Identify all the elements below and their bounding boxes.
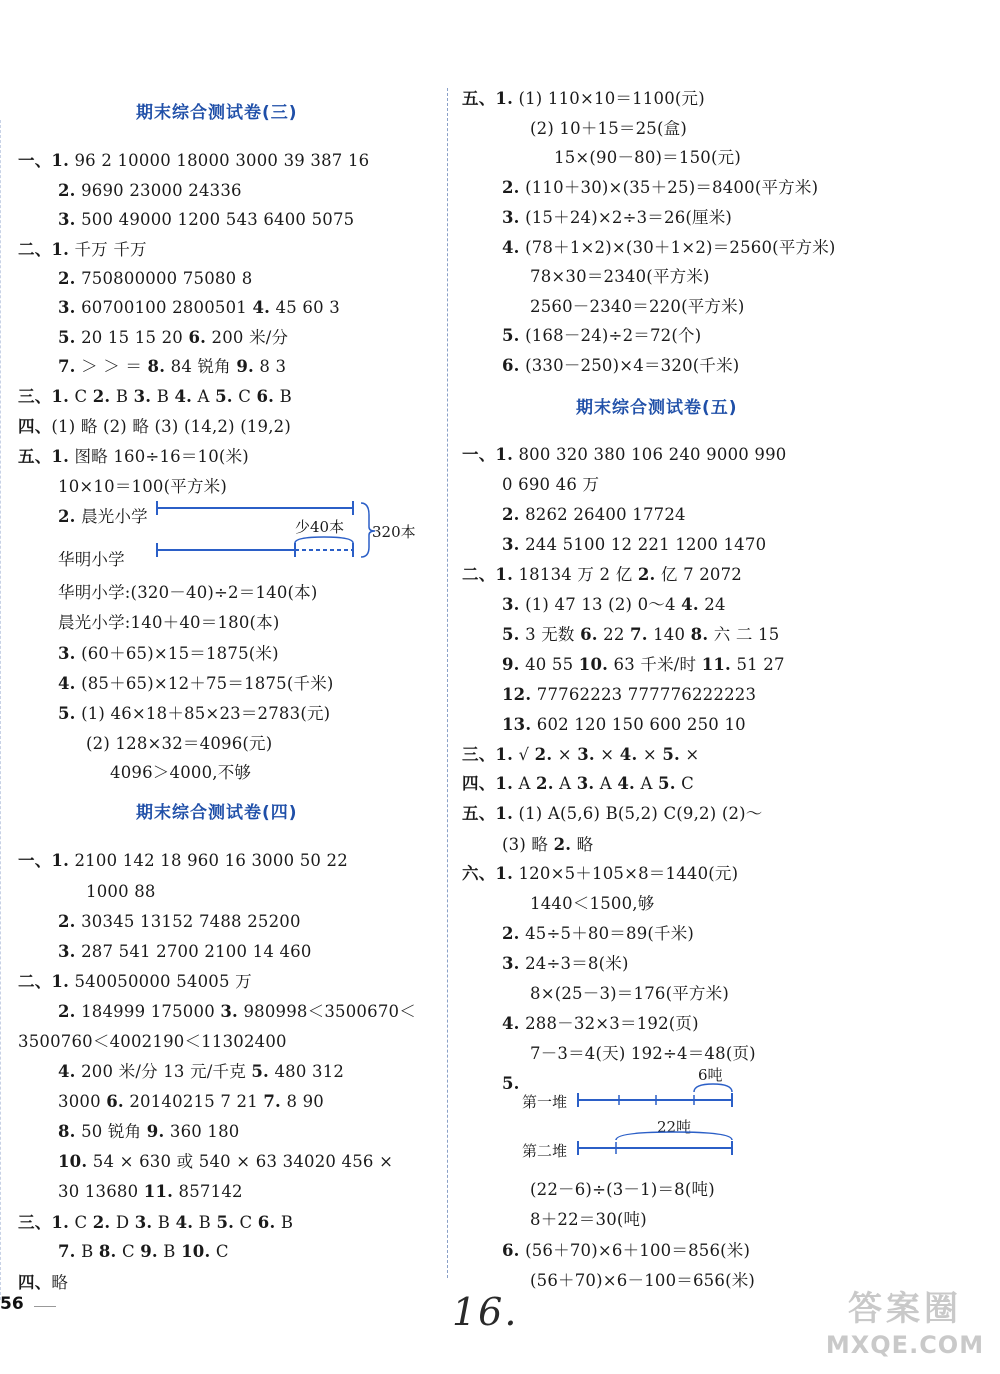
answer-line <box>502 923 694 945</box>
question-number: 二、1. <box>18 240 70 259</box>
answer-text: (1) 46×18＋85×23＝2783(元) <box>75 704 331 723</box>
question-number: 3. <box>58 210 76 229</box>
question-number: 7. <box>58 357 76 376</box>
question-number: 4. <box>175 1213 194 1232</box>
question-number: 3. <box>58 942 76 961</box>
page-number: 56 <box>0 1294 24 1314</box>
answer-text: 51 27 <box>731 655 785 674</box>
answer-text: 40 55 <box>519 655 579 674</box>
answer-text: C <box>69 1213 93 1232</box>
answer-text: 24÷3＝8(米) <box>519 954 629 973</box>
answer-line <box>18 850 348 872</box>
question-number: 三、1. <box>18 1213 70 1232</box>
question-number: 2. <box>58 1002 76 1021</box>
question-number: 5. <box>502 625 520 644</box>
question-number: 五、1. <box>18 447 70 466</box>
question-number: 4. <box>681 595 699 614</box>
question-number: 3. <box>502 208 520 227</box>
answer-line <box>18 416 291 438</box>
answer-line <box>554 147 741 169</box>
question-number: 8. <box>147 357 166 376</box>
question-number: 2. <box>553 835 572 854</box>
answer-text: 7－3＝4(天) 192÷4＝48(页) <box>530 1044 756 1063</box>
answer-line <box>18 150 369 172</box>
answer-line <box>58 506 148 528</box>
answer-text: B <box>110 387 134 406</box>
question-number: 4. <box>502 1014 520 1033</box>
answer-text: × <box>679 745 700 764</box>
answer-line <box>530 266 710 288</box>
answer-text: 晨光小学:140＋40＝180(本) <box>58 613 280 632</box>
question-number: 6. <box>580 625 598 644</box>
diagram-pile2-label: 第二堆 <box>522 1142 568 1160</box>
answer-line <box>110 762 251 784</box>
answer-text: 500 49000 1200 543 6400 5075 <box>75 210 355 229</box>
answer-text: 60700100 2800501 <box>75 298 253 317</box>
answer-line <box>462 773 694 795</box>
question-number: 11. <box>143 1182 174 1201</box>
question-number: 6. <box>106 1092 124 1111</box>
answer-line <box>58 673 334 695</box>
answer-line <box>502 654 785 676</box>
answer-line <box>502 594 726 616</box>
answer-line <box>58 1121 240 1143</box>
question-number: 二、1. <box>462 565 514 584</box>
answer-text: 800 320 380 106 240 9000 990 <box>513 445 787 464</box>
answer-text: 略 <box>571 835 594 854</box>
question-number: 9. <box>146 1122 165 1141</box>
site-watermark <box>820 1286 990 1370</box>
answer-text: D <box>110 1213 135 1232</box>
answer-text: (60＋65)×15＝1875(米) <box>75 644 279 663</box>
answer-line <box>502 684 756 706</box>
answer-text: C <box>210 1242 229 1261</box>
answer-text: 20140215 7 21 <box>123 1092 264 1111</box>
question-number: 8. <box>690 625 709 644</box>
answer-text: 15×(90－80)＝150(元) <box>554 148 741 167</box>
answer-line <box>502 834 593 856</box>
question-number: 2. <box>502 505 520 524</box>
diagram-6t-label: 6吨 <box>698 1066 723 1084</box>
answer-text: 图略 160÷16＝10(米) <box>69 447 249 466</box>
answer-text: 2560－2340＝220(平方米) <box>530 297 745 316</box>
answer-line <box>462 744 699 766</box>
question-number: 6. <box>502 356 520 375</box>
answer-text: 54 × 630 或 540 × 63 34020 456 × <box>87 1152 394 1171</box>
question-number: 一、1. <box>462 445 514 464</box>
answer-text: 30345 13152 7488 25200 <box>75 912 301 931</box>
answer-text: 78×30＝2340(平方米) <box>530 267 710 286</box>
answer-line <box>530 893 654 915</box>
answer-text: 8×(25－3)＝176(平方米) <box>530 984 729 1003</box>
answer-line <box>58 549 125 571</box>
question-number: 4. <box>617 774 635 793</box>
answer-line <box>18 1272 68 1294</box>
answer-text: × <box>637 745 663 764</box>
answer-text: (2) 128×32＝4096(元) <box>86 734 273 753</box>
six-ton-brace <box>694 1084 732 1092</box>
answer-line <box>18 386 292 408</box>
question-number: 7. <box>58 1242 76 1261</box>
diagram-total-320-label: 320本 <box>372 523 416 541</box>
answer-text: 140 <box>647 625 691 644</box>
answer-line <box>462 863 738 885</box>
answer-line <box>530 1043 756 1065</box>
question-number: 4. <box>58 1062 76 1081</box>
answer-line <box>462 803 763 825</box>
answer-text: 1000 88 <box>86 882 156 901</box>
page-number-rule <box>34 1306 56 1307</box>
question-number: 2. <box>58 507 76 526</box>
answer-line <box>18 239 147 261</box>
question-number: 5. <box>502 326 520 345</box>
answer-text: 六 二 15 <box>708 625 780 644</box>
answer-text: 千万 千万 <box>69 240 147 259</box>
answer-line <box>502 207 732 229</box>
answer-text: (22－6)÷(3－1)＝8(吨) <box>530 1180 715 1199</box>
answer-line <box>530 118 687 140</box>
answer-text: (78＋1×2)×(30＋1×2)＝2560(平方米) <box>519 238 836 257</box>
section-title-4: 期末综合测试卷(四) <box>136 803 298 823</box>
watermark-chinese: 答案圈 <box>848 1289 962 1329</box>
answer-line <box>18 1031 287 1053</box>
question-number: 5. <box>662 745 680 764</box>
answer-text: 287 541 2700 2100 14 460 <box>75 942 312 961</box>
answer-text: (2) 10＋15＝25(盒) <box>530 119 687 138</box>
answer-line <box>18 446 249 468</box>
answer-text: 45÷5＋80＝89(千米) <box>519 924 695 943</box>
answer-line <box>462 444 787 466</box>
answer-text: B <box>275 1213 294 1232</box>
answer-line <box>58 1061 344 1083</box>
answer-text: B <box>75 1242 99 1261</box>
question-number: 2. <box>502 178 520 197</box>
answer-line <box>502 325 701 347</box>
answer-line <box>502 1013 699 1035</box>
question-number: 2. <box>92 387 111 406</box>
left-margin-rail <box>0 120 1 1300</box>
question-number: 5. <box>216 1213 235 1232</box>
answer-line <box>18 1212 293 1234</box>
question-number: 2. <box>502 924 520 943</box>
question-number: 2. <box>58 912 76 931</box>
answer-line <box>58 941 312 963</box>
answer-text: 24 <box>698 595 726 614</box>
answer-text: 63 千米/时 <box>608 655 702 674</box>
question-number: 2. <box>58 269 76 288</box>
answer-line <box>502 237 836 259</box>
question-number: 3. <box>576 774 595 793</box>
answer-text: 22 <box>597 625 631 644</box>
question-number: 二、1. <box>18 972 70 991</box>
question-number: 2. <box>637 565 656 584</box>
question-number: 7. <box>630 625 648 644</box>
question-number: 6. <box>188 328 207 347</box>
answer-text: 45 60 3 <box>270 298 340 317</box>
answer-text: (1) 47 13 (2) 0～4 <box>519 595 682 614</box>
answer-text: A <box>553 774 577 793</box>
question-number: 13. <box>502 715 532 734</box>
question-number: 四、 <box>18 417 52 436</box>
question-number: 6. <box>256 387 275 406</box>
answer-text: 857142 <box>173 1182 243 1201</box>
answer-text: 84 锐角 <box>165 357 237 376</box>
question-number: 一、1. <box>18 151 70 170</box>
question-number: 11. <box>701 655 731 674</box>
answer-line <box>58 1181 243 1203</box>
section-title-5: 期末综合测试卷(五) <box>576 398 738 418</box>
question-number: 3. <box>502 954 520 973</box>
answer-text: (110＋30)×(35＋25)＝8400(平方米) <box>519 178 819 197</box>
answer-text: 8 90 <box>281 1092 324 1111</box>
question-number: 9. <box>502 655 520 674</box>
answer-line <box>530 1270 755 1292</box>
answer-line <box>58 209 354 231</box>
answer-line <box>58 1241 229 1263</box>
answer-text: 华明小学 <box>58 550 125 569</box>
answer-text: ＞ ＞ ＝ <box>75 357 148 376</box>
answer-line <box>502 953 629 975</box>
question-number: 3. <box>58 644 76 663</box>
question-number: 3. <box>58 298 76 317</box>
answer-line <box>58 268 252 290</box>
answer-text: 980998＜3500670＜ <box>238 1002 416 1021</box>
answer-text: (1) A(5,6) B(5,2) C(9,2) (2)～ <box>513 804 763 823</box>
answer-line <box>502 1073 520 1095</box>
question-number: 4. <box>252 298 271 317</box>
question-number: 9. <box>236 357 254 376</box>
question-number: 9. <box>140 1242 158 1261</box>
answer-line <box>502 714 746 736</box>
answer-text: 750800000 75080 8 <box>75 269 253 288</box>
answer-text: 8262 26400 17724 <box>519 505 686 524</box>
answer-text: (85＋65)×12＋75＝1875(千米) <box>75 674 334 693</box>
answer-line <box>58 327 288 349</box>
answer-line <box>462 564 742 586</box>
answer-text: (1) 110×10＝1100(元) <box>513 89 705 108</box>
answer-line <box>502 624 779 646</box>
question-number: 7. <box>263 1092 281 1111</box>
answer-text: 120×5＋105×8＝1440(元) <box>513 864 739 883</box>
answer-text: A <box>635 774 659 793</box>
answer-text: 4096＞4000,不够 <box>110 763 252 782</box>
answer-text: × <box>594 745 620 764</box>
answer-text: 亿 7 2072 <box>655 565 743 584</box>
question-number: 4. <box>619 745 638 764</box>
answer-text: B <box>193 1213 217 1232</box>
answer-line <box>58 911 301 933</box>
question-number: 6. <box>257 1213 276 1232</box>
question-number: 4. <box>174 387 193 406</box>
question-number: 3. <box>220 1002 238 1021</box>
question-number: 12. <box>502 685 532 704</box>
answer-text: 1440＜1500,够 <box>530 894 655 913</box>
answer-text: 8＋22＝30(吨) <box>530 1210 647 1229</box>
question-number: 10. <box>181 1242 211 1261</box>
answer-text: (56＋70)×6－100＝656(米) <box>530 1271 756 1290</box>
answer-line <box>530 296 744 318</box>
twentytwo-ton-brace <box>616 1132 732 1140</box>
question-number: 5. <box>251 1062 270 1081</box>
answer-text: × <box>552 745 578 764</box>
question-number: 六、1. <box>462 864 514 883</box>
answer-text: A <box>192 387 216 406</box>
answer-text: 略 <box>51 1273 69 1292</box>
question-number: 四、 <box>18 1273 52 1292</box>
question-number: 五、1. <box>462 89 514 108</box>
answer-text: 华明小学:(320－40)÷2＝140(本) <box>58 583 318 602</box>
answer-text: 200 米/分 <box>206 328 289 347</box>
answer-line <box>58 297 340 319</box>
column-divider <box>447 88 448 1278</box>
answer-text: 184999 175000 <box>75 1002 221 1021</box>
question-number: 一、1. <box>18 851 70 870</box>
question-number: 5. <box>502 1074 520 1093</box>
watermark-url: MXQE.COM <box>825 1331 985 1359</box>
question-number: 5. <box>58 328 76 347</box>
answer-line <box>18 971 252 993</box>
question-number: 10. <box>58 1152 88 1171</box>
answer-text: 3500760＜4002190＜11302400 <box>18 1032 287 1051</box>
answer-text: C <box>69 387 93 406</box>
coal-pile-diagram <box>574 1070 744 1160</box>
answer-text: (3) 略 <box>502 835 554 854</box>
diagram-pile1-label: 第一堆 <box>522 1093 568 1111</box>
question-number: 2. <box>58 181 76 200</box>
answer-text: 244 5100 12 221 1200 1470 <box>519 535 767 554</box>
answer-text: A <box>513 774 537 793</box>
answer-line <box>502 355 739 377</box>
answer-line <box>530 983 729 1005</box>
answer-text: 3000 <box>58 1092 107 1111</box>
question-number: 6. <box>502 1241 520 1260</box>
answer-line <box>58 356 286 378</box>
less-40-brace <box>295 537 353 543</box>
answer-text: 50 锐角 <box>75 1122 147 1141</box>
answer-text: 晨光小学 <box>75 507 148 526</box>
answer-text: 480 312 <box>269 1062 345 1081</box>
answer-text: B <box>152 1213 176 1232</box>
answer-line <box>502 534 766 556</box>
question-number: 5. <box>658 774 676 793</box>
answer-text: C <box>675 774 694 793</box>
answer-line <box>58 1001 416 1023</box>
answer-text: 9690 23000 24336 <box>75 181 242 200</box>
answer-line <box>502 1240 750 1262</box>
answer-text: A <box>594 774 618 793</box>
question-number: 2. <box>92 1213 111 1232</box>
answer-text: 602 120 150 600 250 10 <box>531 715 746 734</box>
answer-line <box>58 703 330 725</box>
answer-text: 77762223 777776222223 <box>531 685 757 704</box>
answer-text: 96 2 10000 18000 3000 39 387 16 <box>69 151 370 170</box>
question-number: 四、1. <box>462 774 514 793</box>
handwritten-note: 16. <box>452 1290 519 1334</box>
question-number: 5. <box>58 704 76 723</box>
question-number: 三、1. <box>462 745 514 764</box>
answer-line <box>530 1209 647 1231</box>
question-number: 4. <box>502 238 520 257</box>
diagram-22t-label: 22吨 <box>657 1118 692 1136</box>
question-number: 3. <box>577 745 595 764</box>
answer-text: (168－24)÷2＝72(个) <box>519 326 702 345</box>
answer-text: B <box>274 387 292 406</box>
answer-line <box>58 1091 324 1113</box>
answer-line <box>58 612 280 634</box>
answer-text: (15＋24)×2÷3＝26(厘米) <box>519 208 733 227</box>
answer-text: (1) 略 (2) 略 (3) (14,2) (19,2) <box>51 417 292 436</box>
question-number: 10. <box>578 655 609 674</box>
answer-text: B <box>157 1242 182 1261</box>
answer-text: B <box>151 387 175 406</box>
question-number: 4. <box>58 674 76 693</box>
question-number: 3. <box>134 1213 153 1232</box>
answer-text: C <box>234 1213 258 1232</box>
answer-text: 18134 万 2 亿 <box>513 565 638 584</box>
answer-line <box>502 474 599 496</box>
question-number: 3. <box>502 535 520 554</box>
question-number: 三、1. <box>18 387 70 406</box>
answer-line <box>58 582 318 604</box>
answer-text: √ <box>513 745 535 764</box>
answer-line <box>502 504 686 526</box>
answer-line <box>86 733 272 755</box>
answer-text: 540050000 54005 万 <box>69 972 252 991</box>
answer-text: 360 180 <box>164 1122 240 1141</box>
answer-line <box>58 643 279 665</box>
answer-text: 20 15 15 20 <box>75 328 189 347</box>
answer-text: 0 690 46 万 <box>502 475 600 494</box>
answer-text: 3 无数 <box>519 625 581 644</box>
answer-text: (330－250)×4＝320(千米) <box>519 356 740 375</box>
answer-line <box>462 88 705 110</box>
question-number: 5. <box>215 387 233 406</box>
question-number: 2. <box>534 745 553 764</box>
question-number: 8. <box>58 1122 76 1141</box>
answer-line <box>58 1151 393 1173</box>
answer-text: 10×10＝100(平方米) <box>58 477 227 496</box>
question-number: 五、1. <box>462 804 514 823</box>
answer-text: C <box>232 387 257 406</box>
answer-text: 8 3 <box>253 357 287 376</box>
question-number: 3. <box>133 387 152 406</box>
answer-line <box>502 177 818 199</box>
question-number: 3. <box>502 595 520 614</box>
answer-line <box>86 881 156 903</box>
answer-text: (56＋70)×6＋100＝856(米) <box>519 1241 751 1260</box>
section-title-3: 期末综合测试卷(三) <box>136 103 298 123</box>
question-number: 2. <box>536 774 554 793</box>
answer-line <box>58 180 242 202</box>
diagram-less-40-label: 少40本 <box>295 518 345 536</box>
answer-text: 2100 142 18 960 16 3000 50 22 <box>69 851 348 870</box>
answer-text: 288－32×3＝192(页) <box>519 1014 699 1033</box>
question-number: 8. <box>98 1242 117 1261</box>
answer-line <box>530 1179 715 1201</box>
answer-text: C <box>116 1242 141 1261</box>
answer-text: 200 米/分 13 元/千克 <box>75 1062 252 1081</box>
answer-text: 30 13680 <box>58 1182 144 1201</box>
